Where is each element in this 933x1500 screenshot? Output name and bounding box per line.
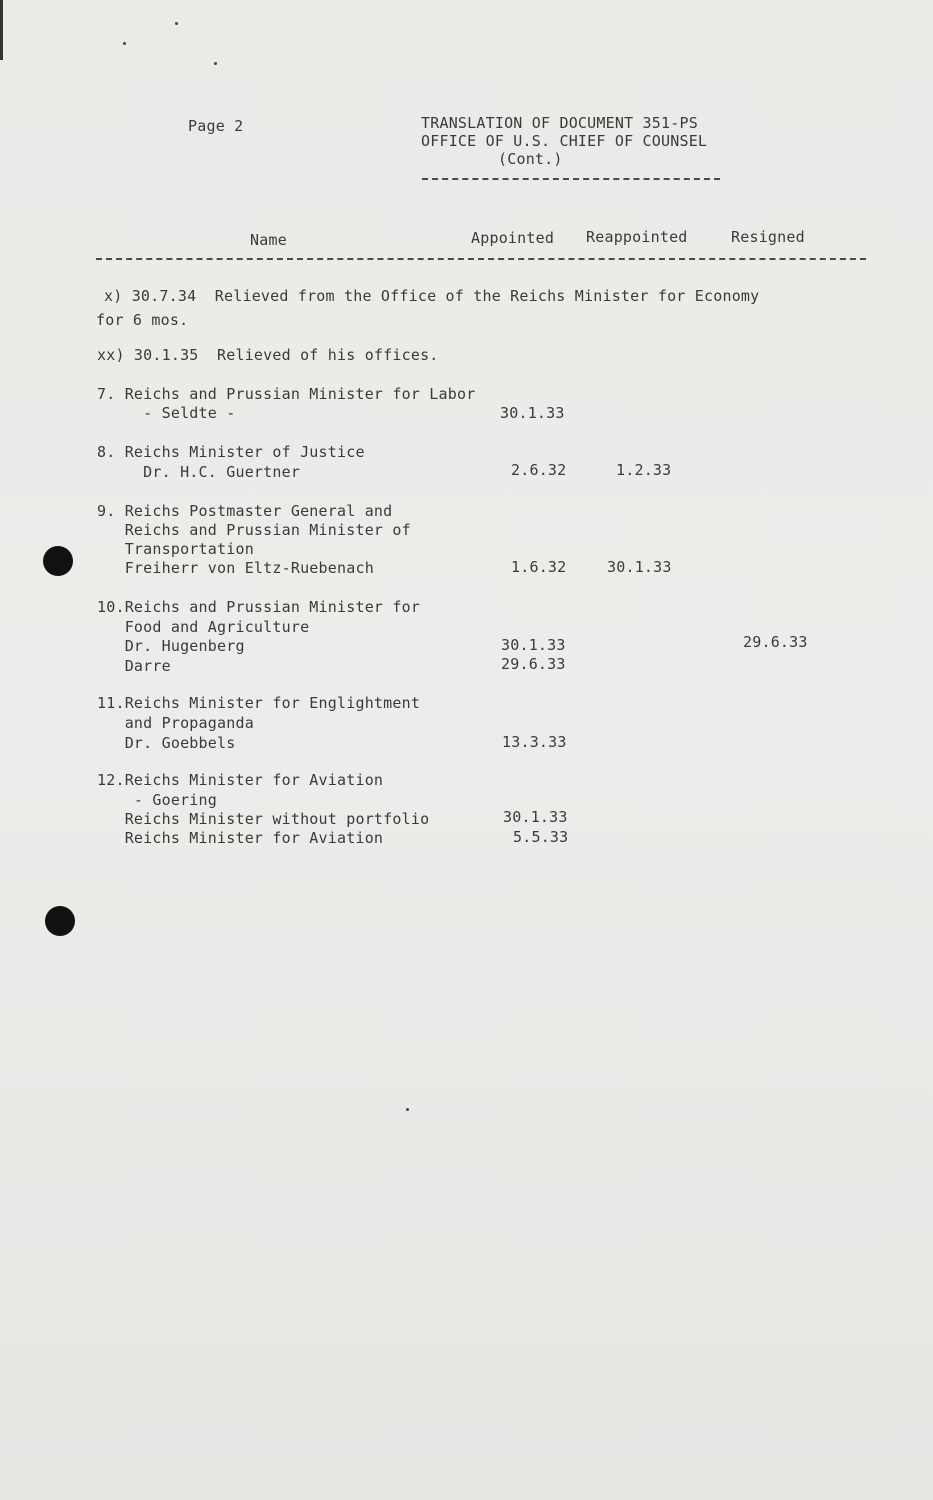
entry-12-line2: - Goering — [97, 791, 217, 809]
entry-9-line3: Transportation — [97, 540, 254, 558]
entry-9-appointed: 1.6.32 — [511, 558, 567, 576]
punch-hole-bottom — [45, 906, 75, 936]
column-header-appointed: Appointed — [471, 229, 555, 247]
entry-10-appointed-darre: 29.6.33 — [501, 655, 566, 673]
footnote-x-line1: x) 30.7.34 Relieved from the Office of the Reichs Minister for Economy — [104, 287, 760, 305]
entry-12-appointed-portfolio: 30.1.33 — [503, 808, 568, 826]
punch-hole-top — [43, 546, 73, 576]
document-title: TRANSLATION OF DOCUMENT 351-PS — [421, 114, 698, 132]
entry-12-line1: 12.Reichs Minister for Aviation — [97, 771, 384, 789]
entry-11-line3: Dr. Goebbels — [97, 734, 236, 752]
entry-10-line3: Dr. Hugenberg — [97, 637, 245, 655]
header-underline — [422, 178, 720, 180]
entry-11-line2: and Propaganda — [97, 714, 254, 732]
entry-10-resigned: 29.6.33 — [743, 633, 808, 651]
page-edge-shadow — [0, 0, 3, 60]
entry-12-appointed-aviation: 5.5.33 — [513, 828, 569, 846]
entry-7-appointed: 30.1.33 — [500, 404, 565, 422]
entry-11-appointed: 13.3.33 — [502, 733, 567, 751]
entry-12-line4: Reichs Minister for Aviation — [97, 829, 384, 847]
office-title: OFFICE OF U.S. CHIEF OF COUNSEL — [421, 132, 708, 150]
entry-11-line1: 11.Reichs Minister for Englightment — [97, 694, 421, 712]
footnote-x-line2: for 6 mos. — [96, 311, 189, 329]
page-number: Page 2 — [188, 117, 244, 135]
column-header-rule — [96, 258, 866, 260]
paper-speck — [214, 62, 217, 65]
entry-8-line1: 8. Reichs Minister of Justice — [97, 443, 365, 461]
entry-10-appointed-hugenberg: 30.1.33 — [501, 636, 566, 654]
entry-9-reappointed: 30.1.33 — [607, 558, 672, 576]
paper-speck — [406, 1108, 409, 1111]
entry-10-line4: Darre — [97, 657, 171, 675]
entry-8-appointed: 2.6.32 — [511, 461, 567, 479]
continued-label: (Cont.) — [498, 150, 563, 168]
entry-7-line2: - Seldte - — [97, 404, 236, 422]
entry-9-line2: Reichs and Prussian Minister of — [97, 521, 411, 539]
entry-9-line4: Freiherr von Eltz-Ruebenach — [97, 559, 374, 577]
paper-speck — [175, 22, 178, 25]
entry-10-line2: Food and Agriculture — [97, 618, 310, 636]
column-header-resigned: Resigned — [731, 228, 805, 246]
entry-12-line3: Reichs Minister without portfolio — [97, 810, 430, 828]
footnote-xx: xx) 30.1.35 Relieved of his offices. — [97, 346, 439, 364]
entry-8-reappointed: 1.2.33 — [616, 461, 672, 479]
column-header-reappointed: Reappointed — [586, 228, 688, 246]
column-header-name: Name — [250, 231, 287, 249]
paper-speck — [123, 42, 126, 45]
entry-10-line1: 10.Reichs and Prussian Minister for — [97, 598, 421, 616]
entry-7-line1: 7. Reichs and Prussian Minister for Labor — [97, 385, 476, 403]
entry-8-line2: Dr. H.C. Guertner — [97, 463, 301, 481]
entry-9-line1: 9. Reichs Postmaster General and — [97, 502, 393, 520]
